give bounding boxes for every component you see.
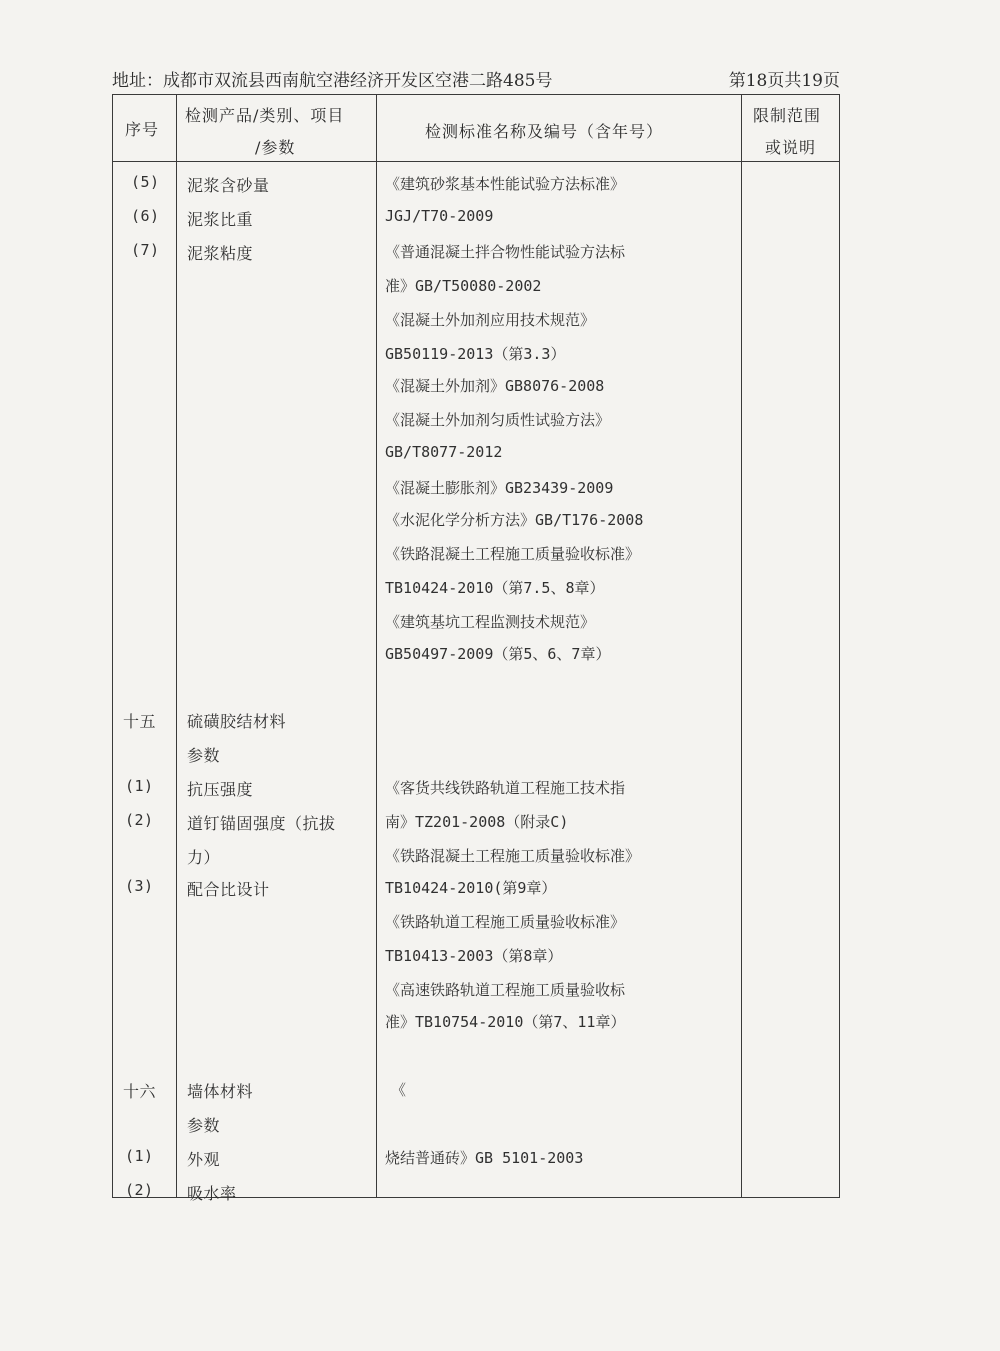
- header-standard: 检测标准名称及编号（含年号）: [425, 122, 664, 141]
- header-limit: 限制范围: [753, 106, 822, 125]
- seq-cell: (3): [125, 877, 154, 895]
- standard-line: TB10424-2010（第7.5、8章）: [385, 579, 605, 597]
- seq-cell: (5): [131, 173, 160, 191]
- product-cell: 吸水率: [187, 1184, 237, 1203]
- seq-cell: 十五: [123, 712, 157, 731]
- header-product: 检测产品/类别、项目: [185, 106, 345, 125]
- standard-line: 《混凝土外加剂》GB8076-2008: [385, 377, 605, 395]
- standard-line: 《高速铁路轨道工程施工质量验收标: [385, 981, 626, 999]
- standard-line: JGJ/T70-2009: [385, 207, 494, 225]
- page-header: [112, 64, 842, 90]
- product-cell: 硫磺胶结材料: [187, 712, 287, 731]
- seq-cell: (6): [131, 207, 160, 225]
- standard-line: 《混凝土外加剂匀质性试验方法》: [385, 411, 611, 429]
- product-cell: 力）: [187, 848, 221, 867]
- standard-line: 《铁路混凝土工程施工质量验收标准》: [385, 545, 641, 563]
- table-header: [113, 95, 841, 161]
- standard-line: GB50497-2009（第5、6、7章）: [385, 645, 611, 663]
- standard-line: 《混凝土外加剂应用技术规范》: [385, 311, 596, 329]
- product-cell: 参数: [187, 746, 221, 765]
- standard-line: 《铁路混凝土工程施工质量验收标准》: [385, 847, 641, 865]
- standard-line: 《水泥化学分析方法》GB/T176-2008: [385, 511, 644, 529]
- standard-line: 准》TB10754-2010（第7、11章）: [385, 1013, 626, 1031]
- standard-line: TB10424-2010(第9章）: [385, 879, 557, 897]
- standard-line: GB50119-2013（第3.3）: [385, 345, 566, 363]
- header-product-sub: /参数: [255, 138, 296, 157]
- seq-cell: (7): [131, 241, 160, 259]
- standard-line: 《混凝土膨胀剂》GB23439-2009: [385, 479, 614, 497]
- column-divider: [741, 95, 742, 1197]
- standard-line: GB/T8077-2012: [385, 443, 503, 461]
- standards-table: [112, 94, 840, 1203]
- product-cell: 墙体材料: [187, 1082, 254, 1101]
- product-cell: 道钉锚固强度（抗拔: [187, 814, 336, 833]
- page-number: 第18页共19页: [728, 71, 840, 91]
- seq-cell: 十六: [123, 1082, 157, 1101]
- standard-line: 《: [391, 1081, 407, 1099]
- product-cell: 外观: [187, 1150, 221, 1169]
- column-divider: [376, 95, 377, 1197]
- standard-line: 《普通混凝土拌合物性能试验方法标: [385, 243, 626, 261]
- standard-line: 南》TZ201-2008（附录C): [385, 813, 569, 831]
- product-cell: 抗压强度: [187, 780, 254, 799]
- standard-line: TB10413-2003（第8章）: [385, 947, 563, 965]
- standard-line: 烧结普通砖》GB 5101-2003: [385, 1149, 584, 1167]
- standard-line: 《建筑基坑工程监测技术规范》: [385, 613, 596, 631]
- column-divider: [176, 95, 177, 1197]
- standard-line: 《客货共线铁路轨道工程施工技术指: [385, 779, 626, 797]
- product-cell: 配合比设计: [187, 880, 270, 899]
- standard-line: 《建筑砂浆基本性能试验方法标准》: [385, 175, 626, 193]
- product-cell: 泥浆比重: [187, 210, 254, 229]
- product-cell: 泥浆含砂量: [187, 176, 270, 195]
- standard-line: 《铁路轨道工程施工质量验收标准》: [385, 913, 626, 931]
- header-seq: 序号: [125, 120, 160, 139]
- product-cell: 泥浆粘度: [187, 244, 254, 263]
- seq-cell: (1): [125, 1147, 154, 1165]
- standard-line: 准》GB/T50080-2002: [385, 277, 542, 295]
- header-divider: [113, 161, 839, 162]
- address-text: 地址：成都市双流县西南航空港经济开发区空港二路485号: [112, 71, 553, 91]
- header-limit-sub: 或说明: [765, 138, 817, 157]
- seq-cell: (1): [125, 777, 154, 795]
- seq-cell: (2): [125, 811, 154, 829]
- seq-cell: (2): [125, 1181, 154, 1199]
- product-cell: 参数: [187, 1116, 221, 1135]
